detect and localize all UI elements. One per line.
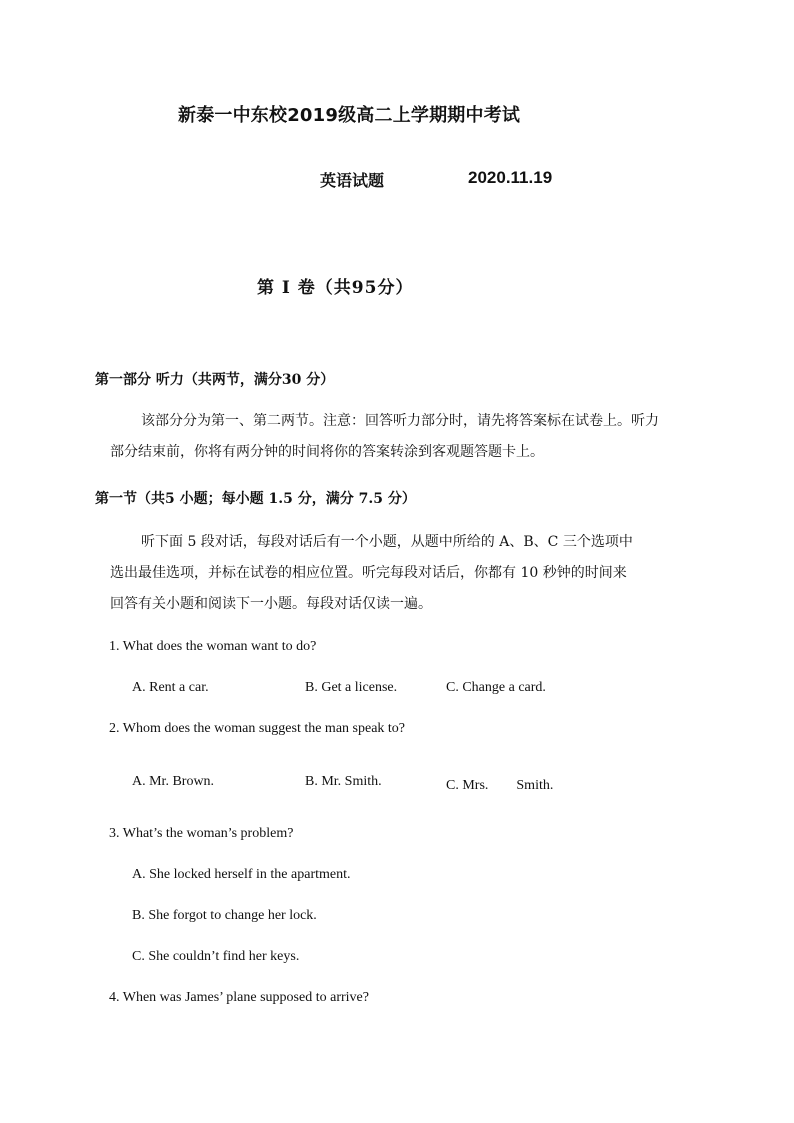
question-3-option-a: A. She locked herself in the apartment.: [132, 867, 351, 882]
part1-intro-line1: 该部分分为第一、第二两节。注意：回答听力部分时，请先将答案标在试卷上。听力: [141, 413, 659, 429]
question-1-option-a: A. Rent a car.: [132, 680, 209, 695]
question-1: 1. What does the woman want to do?: [109, 639, 317, 654]
section1-heading: 第一节（共5 小题；每小题 1.5 分，满分 7.5 分）: [95, 491, 416, 507]
question-2-option-b: B. Mr. Smith.: [305, 774, 382, 789]
question-3-option-c: C. She couldn’t find her keys.: [132, 949, 300, 964]
section1-instr-line3: 回答有关小题和阅读下一小题。每段对话仅读一遍。: [110, 596, 432, 612]
question-2-option-a: A. Mr. Brown.: [132, 774, 215, 789]
question-1-option-b: B. Get a license.: [305, 680, 398, 695]
question-2-option-c: C. Mrs. Smith.: [446, 778, 554, 793]
exam-date: 2020.11.19: [468, 168, 553, 187]
question-4: 4. When was James’ plane supposed to arrive?: [109, 990, 369, 1005]
question-2: 2. Whom does the woman suggest the man speak to?: [109, 721, 406, 736]
part1-heading: 第一部分 听力（共两节，满分30 分）: [95, 372, 335, 388]
volume-title: 第 I 卷（共95分）: [257, 278, 414, 298]
part1-intro-line2: 部分结束前，你将有两分钟的时间将你的答案转涂到客观题答题卡上。: [110, 444, 544, 460]
section1-instr-line2: 选出最佳选项，并标在试卷的相应位置。听完每段对话后，你都有 10 秒钟的时间来: [110, 565, 627, 581]
question-1-option-c: C. Change a card.: [446, 680, 546, 695]
exam-title: 新泰一中东校2019级高二上学期期中考试: [178, 105, 521, 126]
question-3: 3. What’s the woman’s problem?: [109, 826, 294, 841]
exam-subject: 英语试题: [320, 171, 385, 190]
question-3-option-b: B. She forgot to change her lock.: [132, 908, 317, 923]
section1-instr-line1: 听下面 5 段对话，每段对话后有一个小题，从题中所给的 A、B、C 三个选项中: [141, 534, 633, 550]
